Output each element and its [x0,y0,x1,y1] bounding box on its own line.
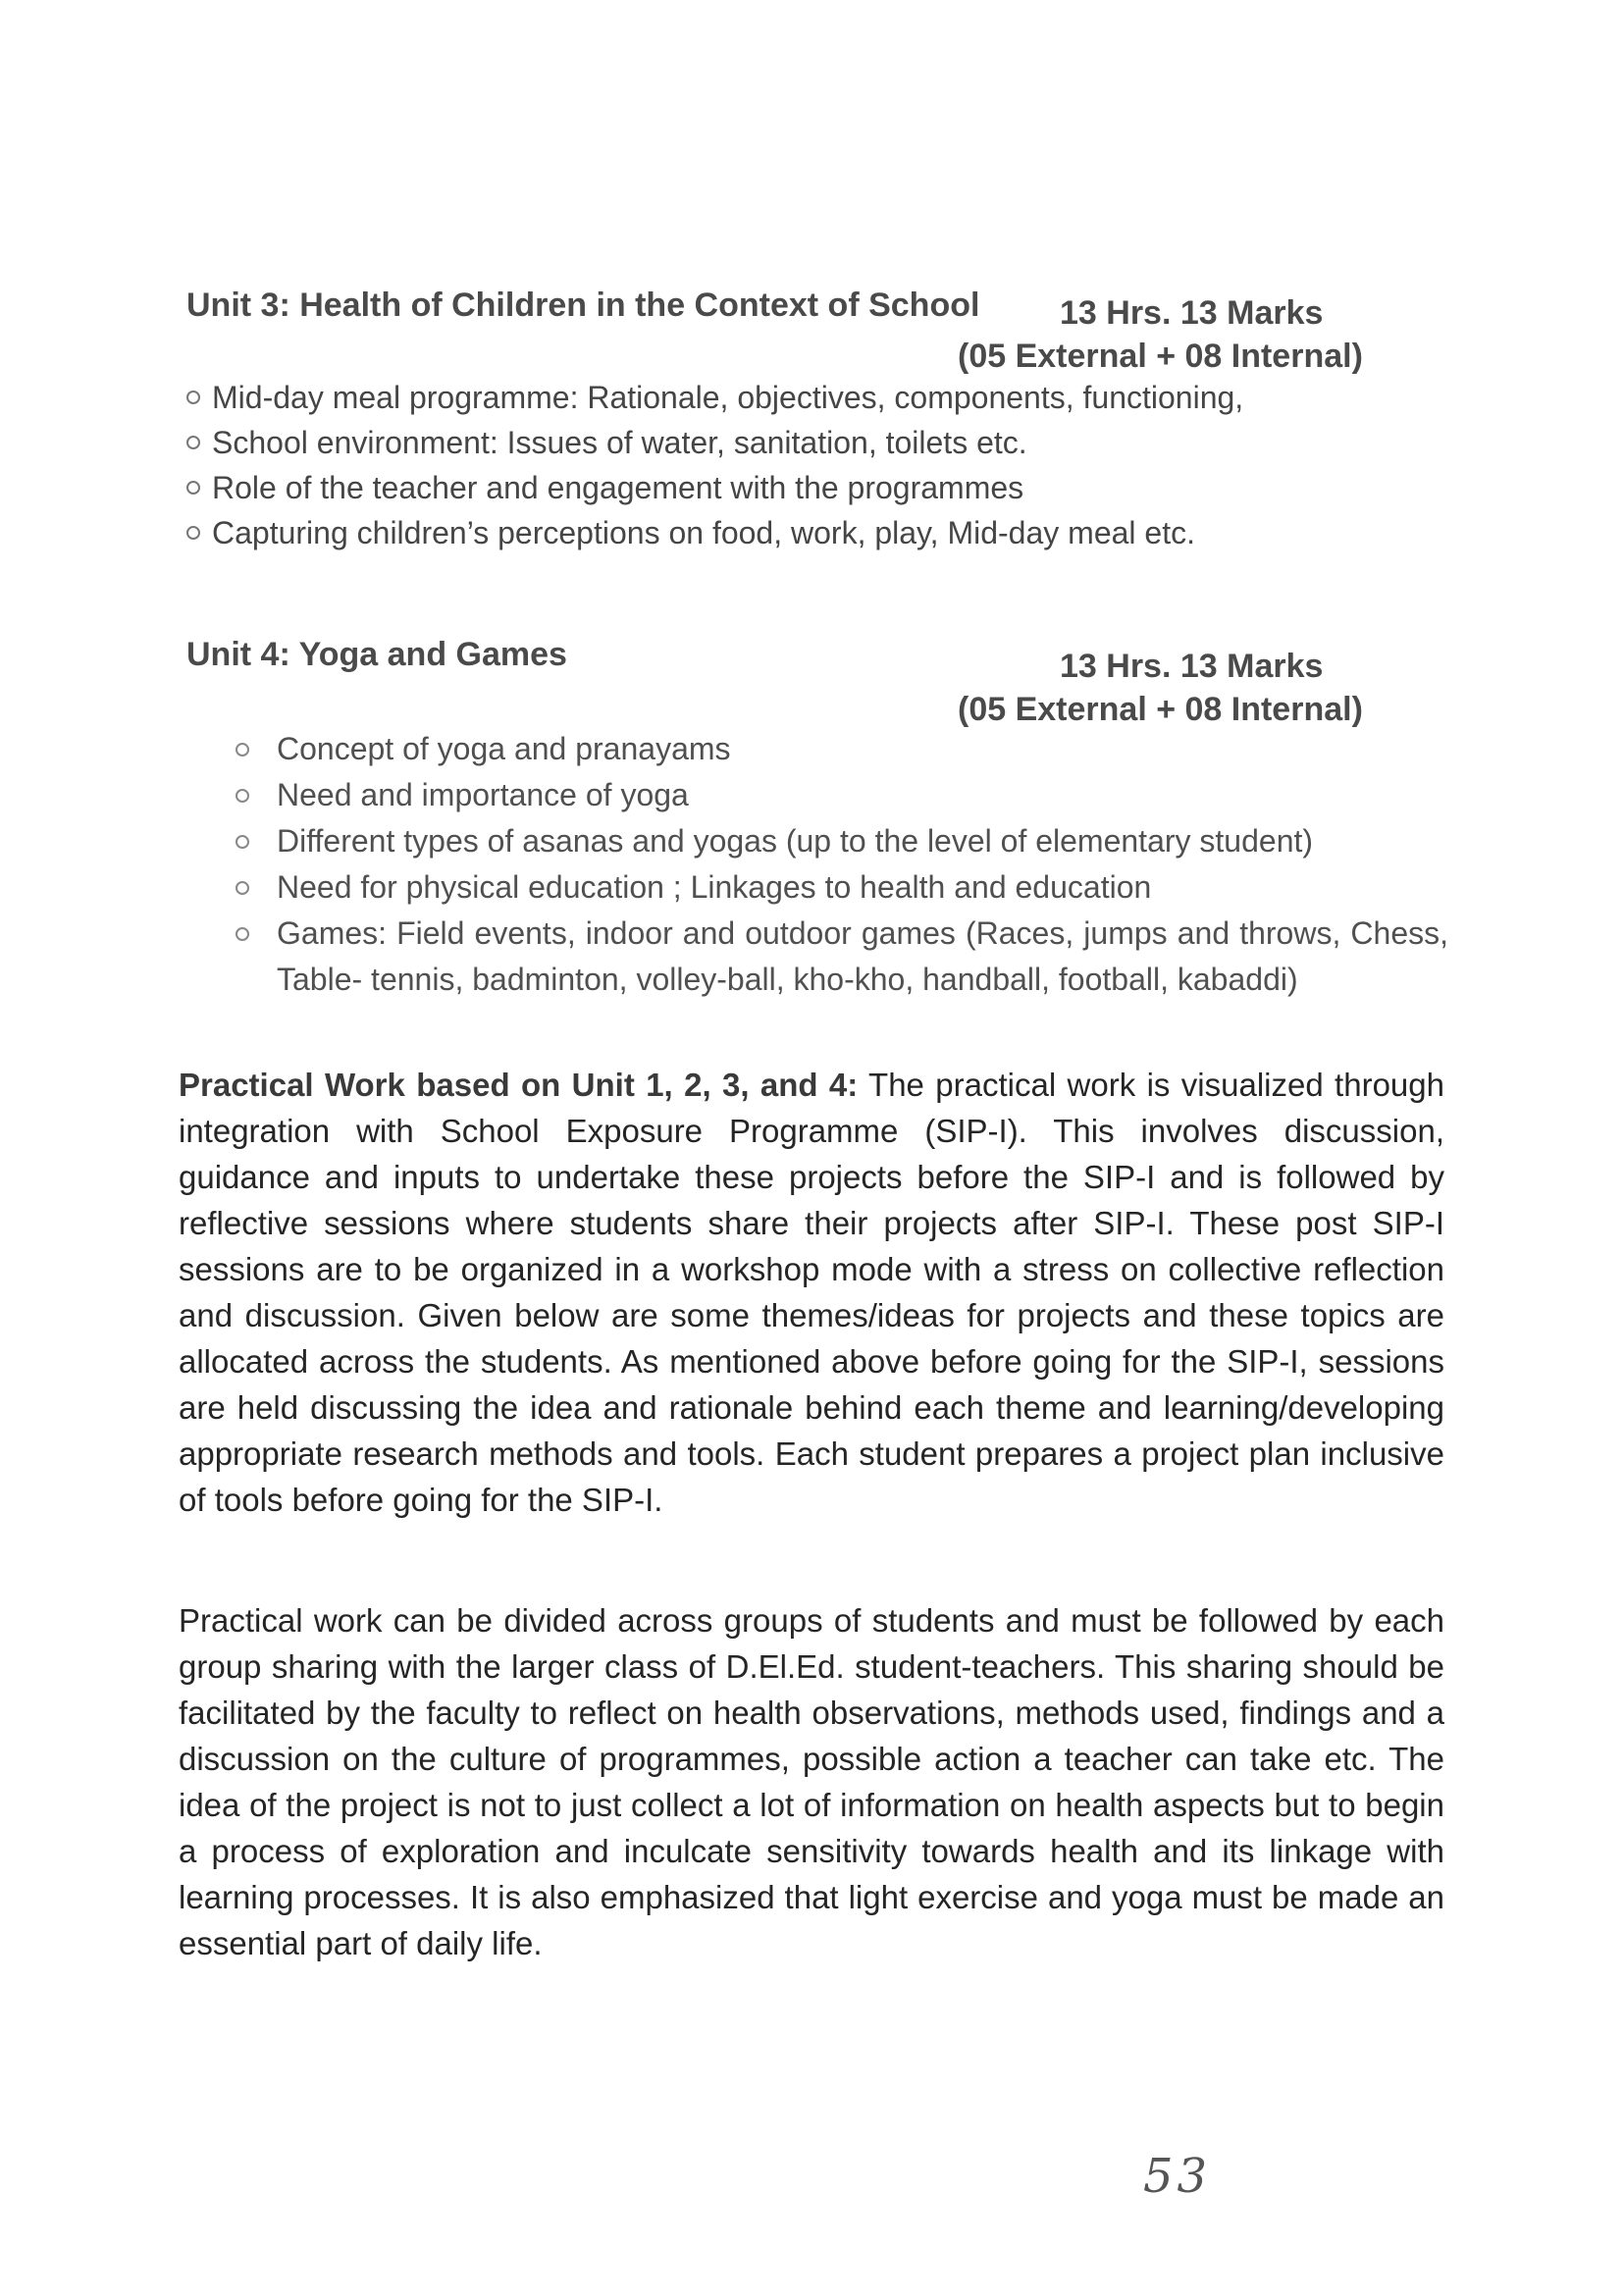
bullet-icon [186,391,200,404]
unit4-marks-split: (05 External + 08 Internal) [958,691,1363,728]
bullet-icon [186,481,200,495]
unit3-hours-marks: 13 Hrs. 13 Marks [1060,294,1324,332]
unit3-marks-split: (05 External + 08 Internal) [958,338,1363,375]
practical-work-text: The practical work is visualized through integration with School Exposure Programme (SIP-I). This involves discussion, guidance and inputs to undertake these projects before the SIP-I and is followed by reflective sessions where students share their projects after SIP-I. These post SIP-I sessions are to be organized in a workshop mode with a stress on collective reflection and discussion. Given below are some themes/ideas for projects and these topics are allocated across the students. As mentioned above before going for the SIP-I, sessions are held discussing the idea and rationale behind each theme and learning/developing appropriate research methods and tools. Each student prepares a project plan inclusive of tools before going for the SIP-I. [179,1067,1444,1518]
bullet-icon [236,743,249,757]
list-item: Need and importance of yoga [232,772,1448,818]
list-item: Concept of yoga and pranayams [232,726,1448,772]
unit3-bullet-list [186,375,1243,555]
bullet-icon [236,927,249,941]
list-item: Need for physical education ; Linkages to health and education [232,864,1448,911]
bullet-icon [236,881,249,895]
unit4-title: Unit 4: Yoga and Games [186,636,567,673]
list-item: Role of the teacher and engagement with the programmes [186,465,1243,510]
list-item: Games: Field events, indoor and outdoor games (Races, jumps and throws, Chess, Table- tennis, badminton, volley-ball, kho-kho, handball, football, kabaddi) [232,911,1448,1003]
list-item: Mid-day meal programme: Rationale, objectives, components, functioning, [186,375,1243,420]
bullet-icon [186,436,200,449]
bullet-icon [236,789,249,803]
list-item: Different types of asanas and yogas (up to the level of elementary student) [232,818,1448,864]
unit3-heading [186,287,1364,385]
practical-work-lead: Practical Work based on Unit 1, 2, 3, and 4: [179,1067,859,1103]
page-number: 53 [1143,2149,1212,2204]
practical-work-paragraph [179,1062,1444,1523]
practical-work-paragraph-2: Practical work can be divided across groups of students and must be followed by each group sharing with the larger class of D.El.Ed. student-teachers. This sharing should be facilitated by the faculty to reflect on health observations, methods used, findings and a discussion on the culture of programmes, possible action a teacher can take etc. The idea of the project is not to just collect a lot of information on health aspects but to begin a process of exploration and inculcate sensitivity towards health and its linkage with learning processes. It is also emphasized that light exercise and yoga must be made an essential part of daily life. [179,1602,1444,1961]
unit4-heading [186,636,1364,734]
unit3-title: Unit 3: Health of Children in the Context of School [186,287,980,324]
list-item: School environment: Issues of water, sanitation, toilets etc. [186,420,1243,465]
unit4-hours-marks: 13 Hrs. 13 Marks [1060,648,1324,685]
bullet-icon [236,835,249,849]
bullet-icon [186,526,200,540]
list-item: Capturing children’s perceptions on food, work, play, Mid-day meal etc. [186,510,1243,555]
unit4-bullet-list [232,726,1448,1003]
